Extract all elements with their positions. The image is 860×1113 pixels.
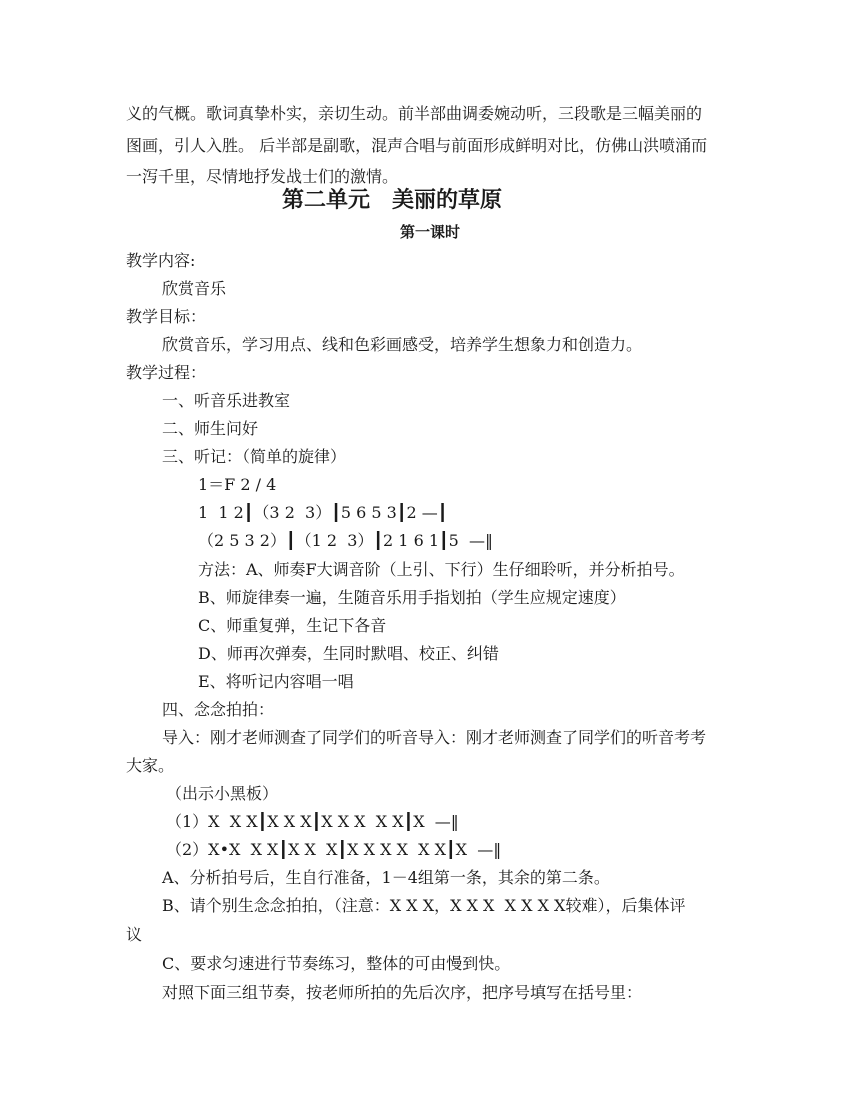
unit-title: 第二单元 美丽的草原 bbox=[282, 188, 503, 213]
goal-value: 欣赏音乐，学习用点、线和色彩画感受，培养学生想象力和创造力。 bbox=[162, 335, 643, 354]
rhythm-1: （1）X X X┃X X X┃X X X X X┃X —‖ bbox=[166, 812, 459, 831]
method-c: C、师重复弹，生记下各音 bbox=[198, 616, 387, 635]
intro-paragraph-line-2: 图画，引人入胜。 后半部是副歌，混声合唱与前面形成鲜明对比，仿佛山洪喷涌而 bbox=[126, 136, 708, 155]
step4-intro-line-2: 大家。 bbox=[126, 756, 175, 775]
item-a: A、分析拍号后，生自行准备，1－4组第一条，其余的第二条。 bbox=[162, 868, 610, 887]
item-b-line-2: 议 bbox=[126, 925, 143, 944]
notation-key: 1＝F 2 / 4 bbox=[198, 475, 277, 494]
method-d: D、师再次弹奏，生同时默唱、校正、纠错 bbox=[198, 644, 499, 663]
closing-line: 对照下面三组节奏，按老师所拍的先后次序，把序号填写在括号里： bbox=[162, 983, 643, 1002]
intro-paragraph-line-1: 义的气概。歌词真挚朴实，亲切生动。前半部曲调委婉动听，三段歌是三幅美丽的 bbox=[126, 104, 703, 123]
process-label: 教学过程： bbox=[126, 363, 207, 382]
step4-intro-line-1: 导入：刚才老师测查了同学们的听音导入：刚才老师测查了同学们的听音考考 bbox=[162, 728, 707, 747]
lesson-title: 第一课时 bbox=[399, 223, 460, 241]
rhythm-2: （2）X•X X X┃X X X┃X X X X X X┃X —‖ bbox=[166, 840, 502, 859]
process-step-4: 四、念念拍拍： bbox=[162, 700, 275, 719]
goal-label: 教学目标： bbox=[126, 307, 207, 326]
blackboard-note: （出示小黑板） bbox=[166, 784, 279, 803]
notation-row-2: （2 5 3 2）┃（1 2 3）┃2 1 6 1┃5 —‖ bbox=[198, 531, 494, 550]
process-step-1: 一、听音乐进教室 bbox=[162, 391, 291, 410]
process-step-2: 二、师生问好 bbox=[162, 419, 259, 438]
intro-paragraph-line-3: 一泻千里，尽情地抒发战士们的激情。 bbox=[126, 167, 399, 186]
item-c: C、要求匀速进行节奏练习，整体的可由慢到快。 bbox=[162, 954, 511, 973]
method-a: 方法：A、师奏F大调音阶（上引、下行）生仔细聆听，并分析拍号。 bbox=[198, 560, 685, 579]
process-step-3: 三、听记：（简单的旋律） bbox=[162, 447, 347, 466]
item-b-line-1: B、请个别生念念拍拍，（注意：X X X，X X X X X X X较难），后集体评 bbox=[162, 896, 686, 915]
notation-row-1: 1 1 2┃（3 2 3）┃5 6 5 3┃2 —┃ bbox=[198, 503, 448, 522]
content-value: 欣赏音乐 bbox=[162, 279, 227, 298]
method-e: E、将听记内容唱一唱 bbox=[198, 672, 354, 691]
method-b: B、师旋律奏一遍，生随音乐用手指划拍（学生应规定速度） bbox=[198, 588, 626, 607]
content-label: 教学内容: bbox=[126, 251, 196, 270]
